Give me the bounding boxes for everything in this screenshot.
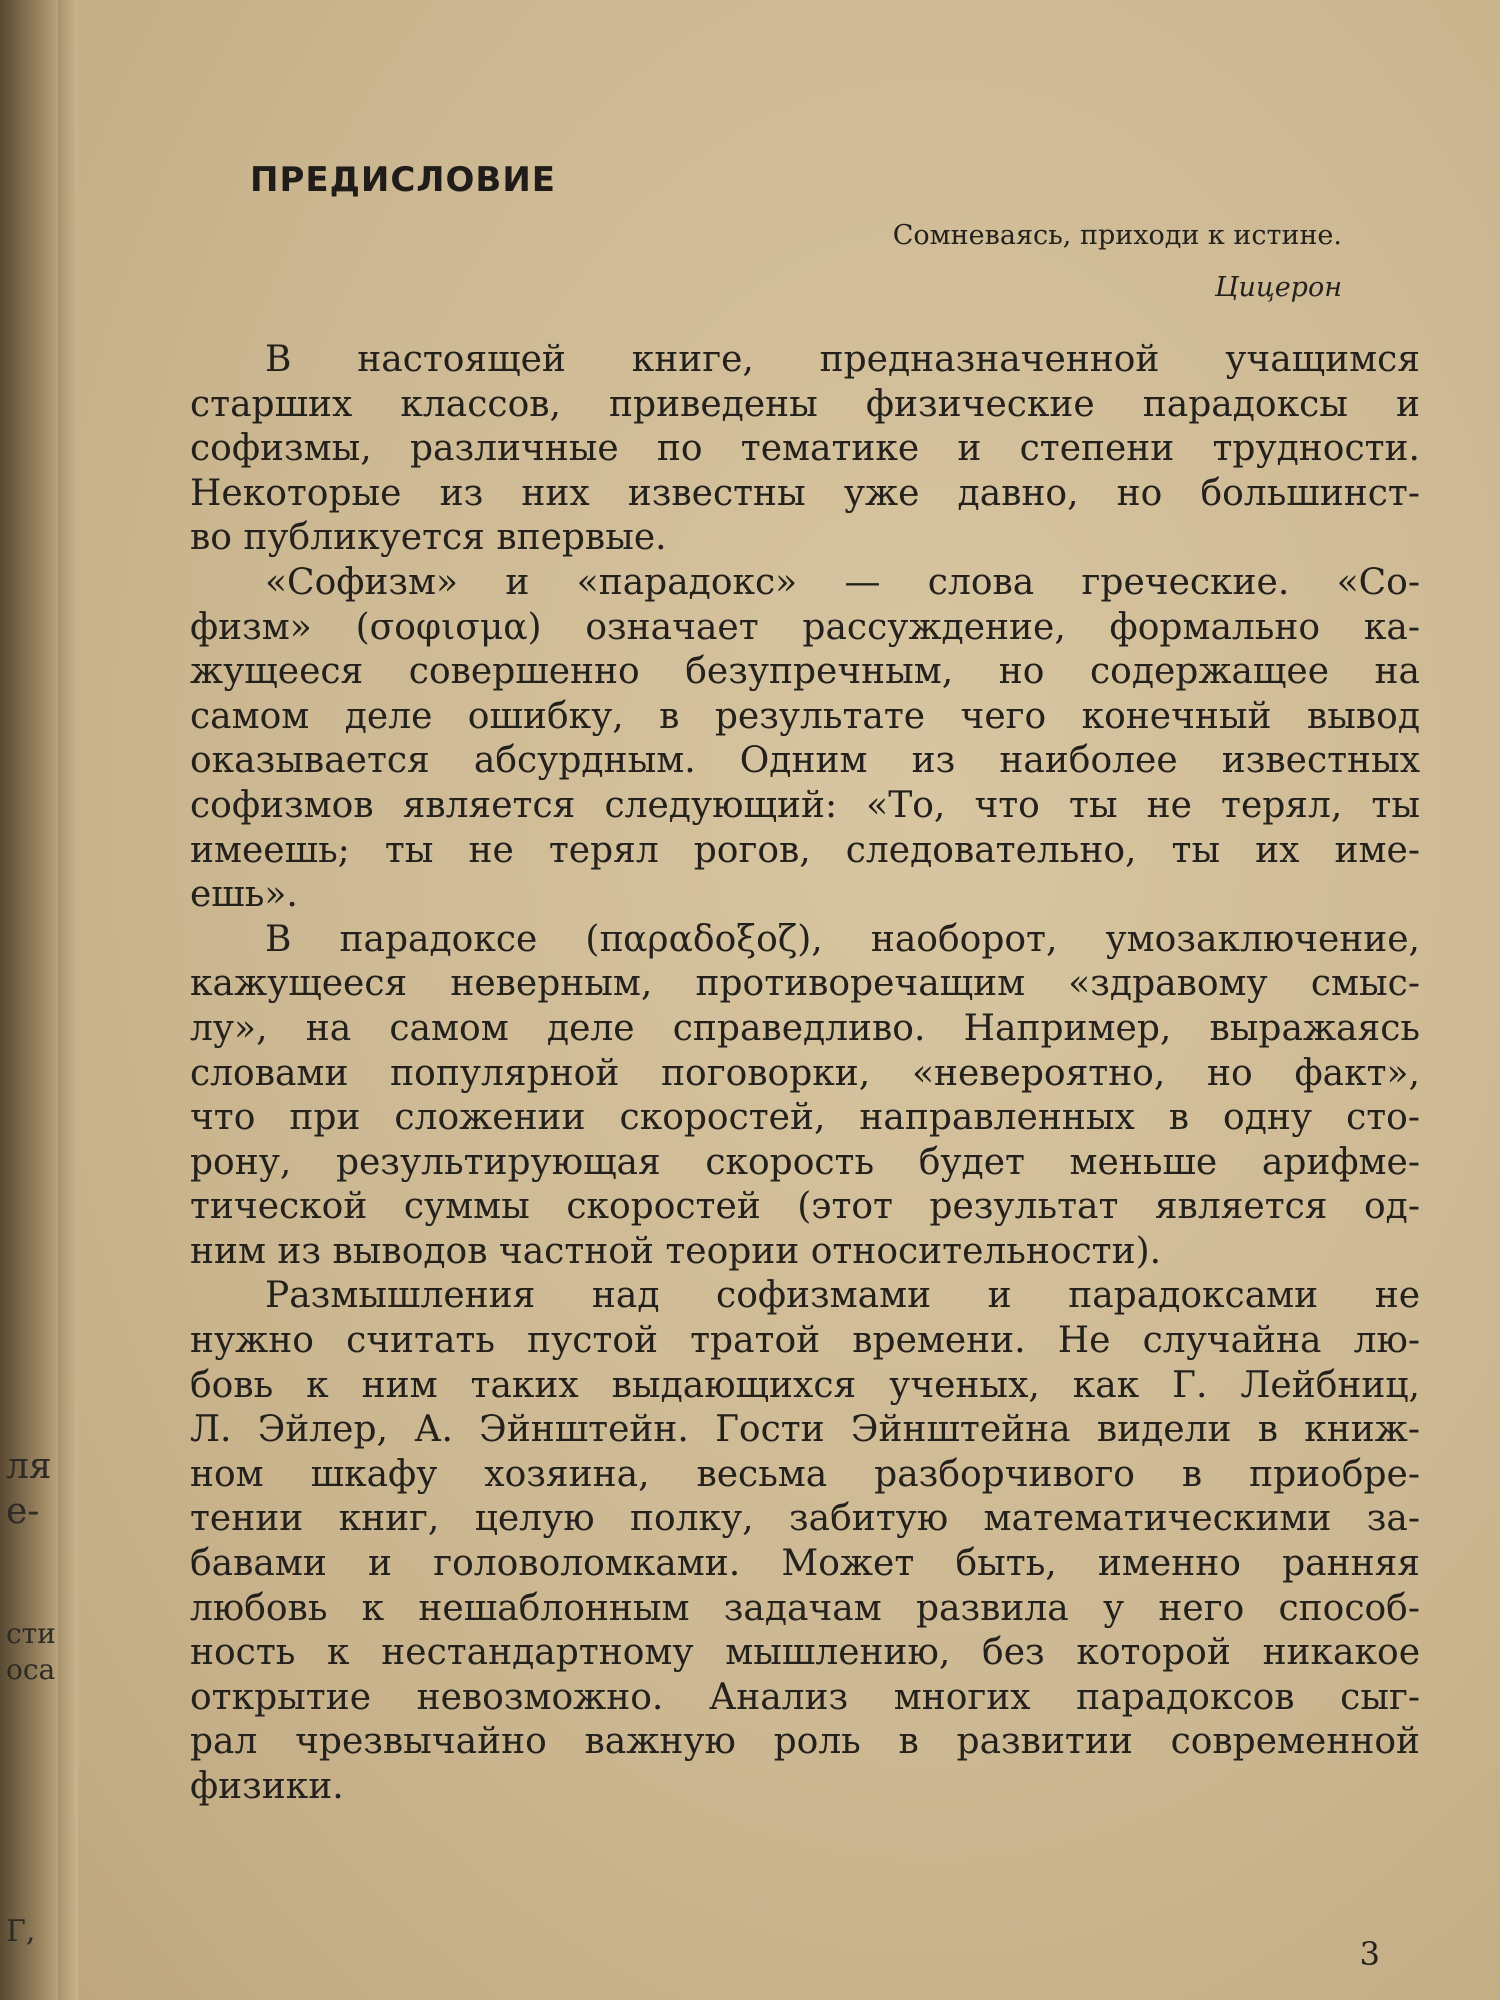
- text-line: ним из выводов частной теории относительности).: [190, 1230, 1162, 1272]
- book-gutter: [0, 0, 58, 2000]
- previous-page-fragment: ля: [6, 1446, 52, 1487]
- text-line: открытие невозможно. Анализ многих парадоксов сыг-: [190, 1676, 1420, 1718]
- previous-page-fragment: сти: [6, 1617, 56, 1650]
- text-line: ешь».: [190, 874, 298, 916]
- text-line: В настоящей книге, предназначенной учащимся: [265, 339, 1420, 380]
- text-line: софизмы, различные по тематике и степени трудности.: [190, 428, 1420, 470]
- text-line: словами популярной поговорки, «невероятно, но факт»,: [190, 1052, 1420, 1094]
- text-line: жущееся совершенно безупречным, но содержащее на: [190, 651, 1420, 693]
- text-line: тической суммы скоростей (этот результат является од-: [190, 1186, 1420, 1228]
- text-line: физики.: [190, 1766, 344, 1807]
- text-line: лу», на самом деле справедливо. Например, выражаясь: [190, 1007, 1420, 1049]
- previous-page-fragment: е-: [6, 1491, 40, 1532]
- page-number: 3: [1359, 1935, 1380, 1973]
- page-heading: ПРЕДИСЛОВИЕ: [250, 160, 557, 200]
- epigraph-author: Цицерон: [1214, 272, 1342, 303]
- text-line: самом деле ошибку, в результате чего конечный вывод: [190, 695, 1420, 737]
- book-page: [78, 0, 1500, 2000]
- text-line: софизмов является следующий: «То, что ты не терял, ты: [190, 784, 1420, 826]
- text-line: любовь к нешаблонным задачам развила у него способ-: [190, 1587, 1420, 1629]
- text-line: во публикуется впервые.: [190, 517, 667, 559]
- previous-page-fragment: Г,: [6, 1914, 36, 1949]
- text-line: физм» (σοφισμα) означает рассуждение, формально ка-: [190, 606, 1420, 648]
- text-line: нужно считать пустой тратой времени. Не случайна лю-: [190, 1320, 1420, 1362]
- text-line: ном шкафу хозяина, весьма разборчивого в приобре-: [190, 1453, 1420, 1495]
- text-line: «Софизм» и «парадокс» — слова греческие. «Со-: [265, 561, 1420, 603]
- text-line: бовь к ним таких выдающихся ученых, как Г. Лейбниц,: [190, 1364, 1420, 1406]
- text-line: Некоторые из них известны уже давно, но большинст-: [190, 472, 1420, 514]
- text-line: старших классов, приведены физические парадоксы и: [190, 383, 1420, 425]
- text-line: имеешь; ты не терял рогов, следовательно, ты их име-: [190, 829, 1420, 871]
- epigraph: [893, 210, 1342, 314]
- text-line: рону, результирующая скорость будет меньше арифме-: [190, 1141, 1420, 1183]
- text-line: Л. Эйлер, А. Эйнштейн. Гости Эйнштейна видели в книж-: [190, 1409, 1420, 1451]
- text-line: оказывается абсурдным. Одним из наиболее известных: [190, 740, 1420, 782]
- text-line: бавами и головоломками. Может быть, именно ранняя: [190, 1543, 1420, 1585]
- previous-page-edge: [58, 0, 78, 2000]
- text-line: Размышления над софизмами и парадоксами не: [265, 1275, 1420, 1317]
- text-line: тении книг, целую полку, забитую математическими за-: [190, 1498, 1420, 1540]
- text-line: В парадоксе (παραδοξοζ), наоборот, умозаключение,: [265, 918, 1420, 960]
- body-text: [190, 338, 1420, 1810]
- previous-page-fragment: оса: [6, 1653, 56, 1686]
- text-line: ность к нестандартному мышлению, без которой никакое: [190, 1632, 1420, 1674]
- epigraph-quote: Сомневаясь, приходи к истине.: [892, 220, 1342, 251]
- text-line: что при сложении скоростей, направленных в одну сто-: [190, 1097, 1420, 1139]
- text-line: рал чрезвычайно важную роль в развитии современной: [190, 1721, 1420, 1763]
- text-line: кажущееся неверным, противоречащим «здравому смыс-: [190, 963, 1420, 1005]
